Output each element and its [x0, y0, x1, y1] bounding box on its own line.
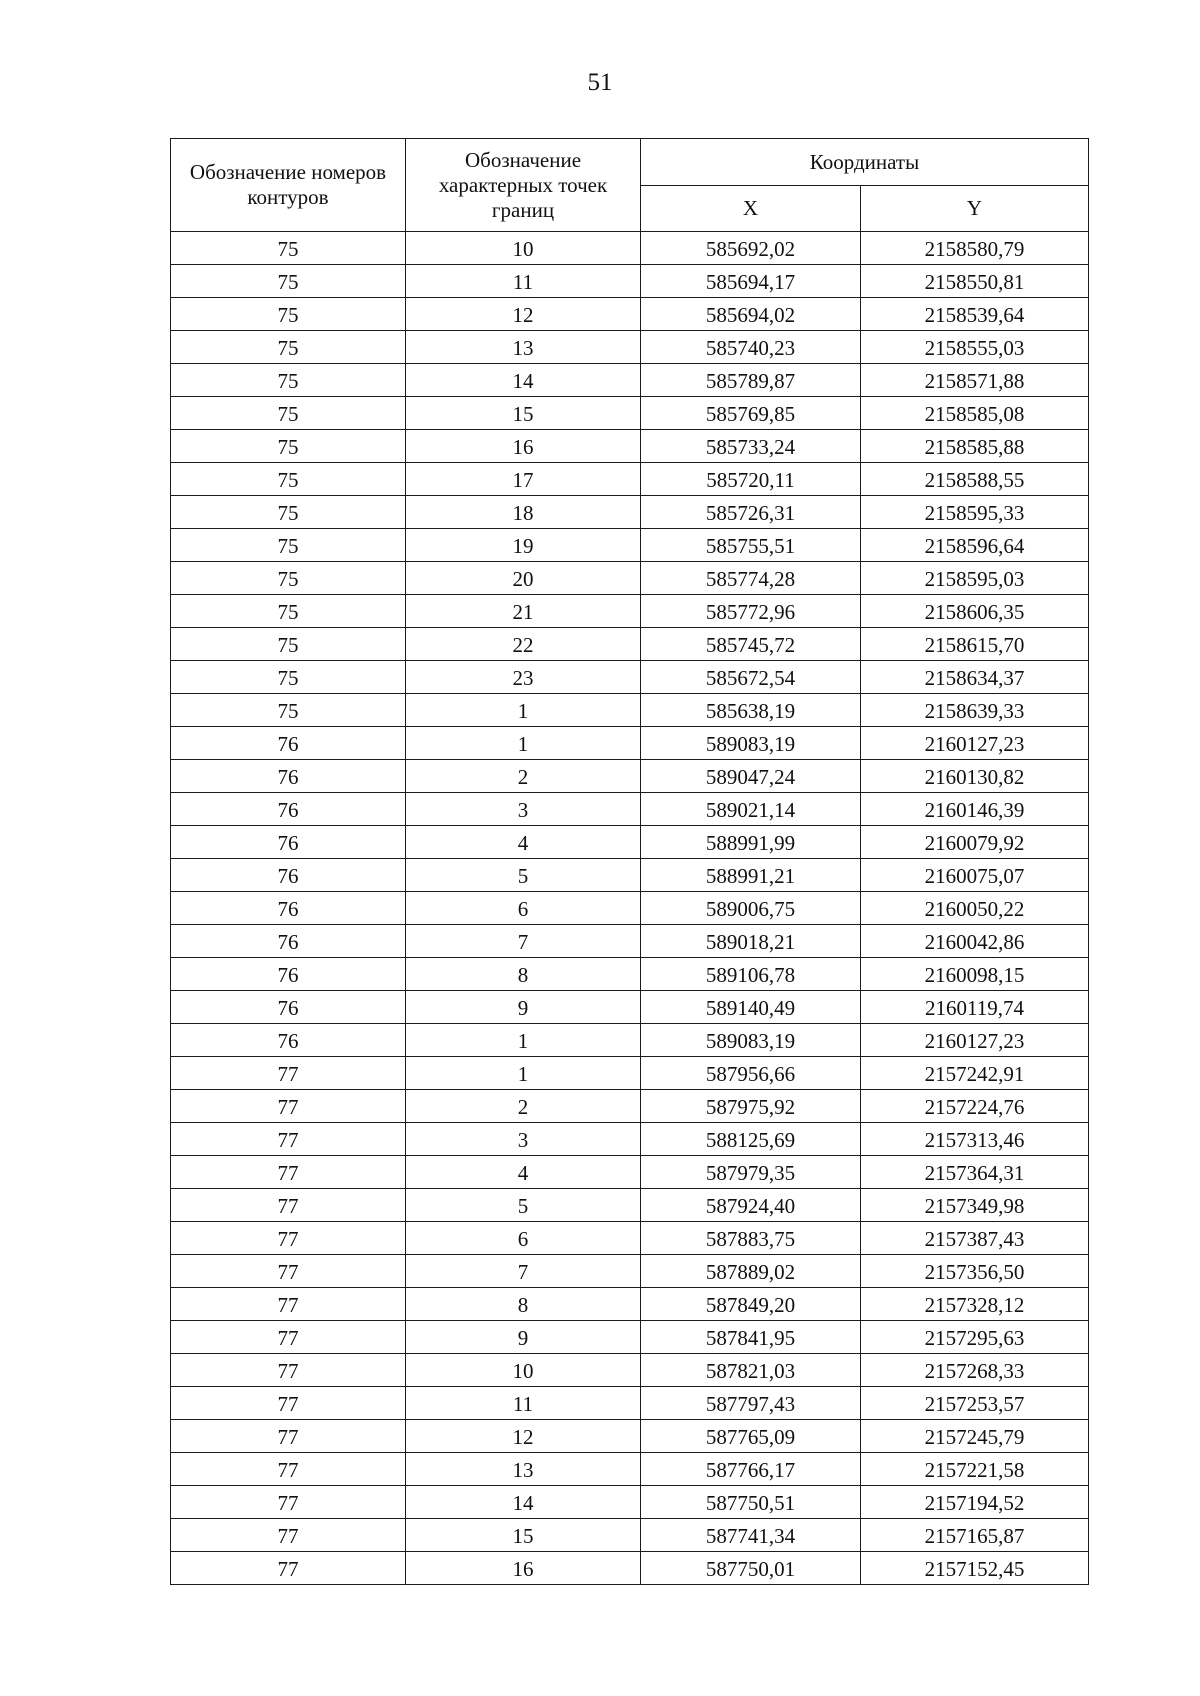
- table-row: [171, 463, 1089, 496]
- x-cell: 589018,21: [641, 925, 861, 958]
- x-cell: 585692,02: [641, 232, 861, 265]
- x-cell: 587849,20: [641, 1288, 861, 1321]
- table-row: [171, 364, 1089, 397]
- contour-cell: 76: [171, 793, 406, 826]
- x-cell: 585774,28: [641, 562, 861, 595]
- contour-cell: 77: [171, 1387, 406, 1420]
- y-cell: 2158639,33: [861, 694, 1089, 727]
- contour-cell: 77: [171, 1552, 406, 1585]
- point-cell: 6: [406, 892, 641, 925]
- table-row: [171, 1255, 1089, 1288]
- point-cell: 16: [406, 430, 641, 463]
- table-row: [171, 1024, 1089, 1057]
- point-cell: 7: [406, 1255, 641, 1288]
- point-cell: 10: [406, 232, 641, 265]
- x-cell: 587741,34: [641, 1519, 861, 1552]
- point-cell: 1: [406, 1024, 641, 1057]
- x-cell: 585755,51: [641, 529, 861, 562]
- point-cell: 9: [406, 1321, 641, 1354]
- x-cell: 585733,24: [641, 430, 861, 463]
- point-cell: 11: [406, 1387, 641, 1420]
- y-cell: 2157387,43: [861, 1222, 1089, 1255]
- table-row: [171, 1519, 1089, 1552]
- contour-cell: 76: [171, 727, 406, 760]
- contour-cell: 77: [171, 1189, 406, 1222]
- table-row: [171, 397, 1089, 430]
- point-cell: 22: [406, 628, 641, 661]
- y-cell: 2157313,46: [861, 1123, 1089, 1156]
- contour-cell: 75: [171, 529, 406, 562]
- page-number: 51: [587, 69, 613, 96]
- header-boundary-points: Обозначение характерных точек границ: [406, 139, 641, 232]
- contour-cell: 77: [171, 1420, 406, 1453]
- contour-cell: 77: [171, 1156, 406, 1189]
- x-cell: 585720,11: [641, 463, 861, 496]
- table-row: [171, 1552, 1089, 1585]
- table-row: [171, 1288, 1089, 1321]
- table-row: [171, 1090, 1089, 1123]
- y-cell: 2158615,70: [861, 628, 1089, 661]
- table-row: [171, 1486, 1089, 1519]
- point-cell: 18: [406, 496, 641, 529]
- x-cell: 585745,72: [641, 628, 861, 661]
- point-cell: 7: [406, 925, 641, 958]
- x-cell: 587889,02: [641, 1255, 861, 1288]
- x-cell: 587766,17: [641, 1453, 861, 1486]
- contour-cell: 77: [171, 1123, 406, 1156]
- table-row: [171, 265, 1089, 298]
- table-row: [171, 1057, 1089, 1090]
- table-row: [171, 562, 1089, 595]
- y-cell: 2158588,55: [861, 463, 1089, 496]
- table-row: [171, 1420, 1089, 1453]
- point-cell: 8: [406, 958, 641, 991]
- x-cell: 585694,17: [641, 265, 861, 298]
- contour-cell: 75: [171, 463, 406, 496]
- contour-cell: 75: [171, 661, 406, 694]
- contour-cell: 76: [171, 892, 406, 925]
- contour-cell: 75: [171, 265, 406, 298]
- table-row: [171, 1123, 1089, 1156]
- x-cell: 587821,03: [641, 1354, 861, 1387]
- point-cell: 16: [406, 1552, 641, 1585]
- y-cell: 2160050,22: [861, 892, 1089, 925]
- table-row: [171, 1387, 1089, 1420]
- y-cell: 2160079,92: [861, 826, 1089, 859]
- table-row: [171, 1354, 1089, 1387]
- x-cell: 587956,66: [641, 1057, 861, 1090]
- contour-cell: 77: [171, 1057, 406, 1090]
- point-cell: 14: [406, 1486, 641, 1519]
- contour-cell: 75: [171, 628, 406, 661]
- point-cell: 12: [406, 1420, 641, 1453]
- y-cell: 2160127,23: [861, 727, 1089, 760]
- x-cell: 589106,78: [641, 958, 861, 991]
- point-cell: 10: [406, 1354, 641, 1387]
- point-cell: 5: [406, 1189, 641, 1222]
- table-row: [171, 694, 1089, 727]
- table-row: [171, 826, 1089, 859]
- x-cell: 589083,19: [641, 727, 861, 760]
- contour-cell: 75: [171, 496, 406, 529]
- y-cell: 2158606,35: [861, 595, 1089, 628]
- contour-cell: 77: [171, 1255, 406, 1288]
- contour-cell: 77: [171, 1090, 406, 1123]
- y-cell: 2157295,63: [861, 1321, 1089, 1354]
- contour-cell: 77: [171, 1288, 406, 1321]
- table-row: [171, 331, 1089, 364]
- contour-cell: 77: [171, 1519, 406, 1552]
- table-row: [171, 727, 1089, 760]
- header-contour-number: Обозначение номеров контуров: [171, 139, 406, 232]
- point-cell: 3: [406, 793, 641, 826]
- y-cell: 2157221,58: [861, 1453, 1089, 1486]
- table-header: [171, 139, 1089, 232]
- x-cell: 589006,75: [641, 892, 861, 925]
- table-row: [171, 298, 1089, 331]
- contour-cell: 77: [171, 1321, 406, 1354]
- point-cell: 9: [406, 991, 641, 1024]
- point-cell: 17: [406, 463, 641, 496]
- x-cell: 589140,49: [641, 991, 861, 1024]
- table-row: [171, 859, 1089, 892]
- y-cell: 2158555,03: [861, 331, 1089, 364]
- contour-cell: 77: [171, 1222, 406, 1255]
- x-cell: 585672,54: [641, 661, 861, 694]
- point-cell: 2: [406, 760, 641, 793]
- point-cell: 6: [406, 1222, 641, 1255]
- contour-cell: 75: [171, 397, 406, 430]
- contour-cell: 76: [171, 958, 406, 991]
- x-cell: 585638,19: [641, 694, 861, 727]
- y-cell: 2158539,64: [861, 298, 1089, 331]
- table-row: [171, 430, 1089, 463]
- point-cell: 1: [406, 694, 641, 727]
- x-cell: 587750,51: [641, 1486, 861, 1519]
- table-row: [171, 925, 1089, 958]
- x-cell: 585694,02: [641, 298, 861, 331]
- table-row: [171, 1189, 1089, 1222]
- point-cell: 1: [406, 1057, 641, 1090]
- contour-cell: 75: [171, 298, 406, 331]
- contour-cell: 76: [171, 1024, 406, 1057]
- point-cell: 3: [406, 1123, 641, 1156]
- point-cell: 4: [406, 826, 641, 859]
- contour-cell: 76: [171, 991, 406, 1024]
- table-row: [171, 1156, 1089, 1189]
- y-cell: 2158585,88: [861, 430, 1089, 463]
- header-coordinates: Координаты: [641, 139, 1089, 186]
- point-cell: 15: [406, 397, 641, 430]
- contour-cell: 77: [171, 1486, 406, 1519]
- contour-cell: 75: [171, 562, 406, 595]
- y-cell: 2158596,64: [861, 529, 1089, 562]
- point-cell: 5: [406, 859, 641, 892]
- y-cell: 2158595,03: [861, 562, 1089, 595]
- table-row: [171, 1222, 1089, 1255]
- contour-cell: 75: [171, 331, 406, 364]
- contour-cell: 75: [171, 595, 406, 628]
- contour-cell: 75: [171, 364, 406, 397]
- y-cell: 2160130,82: [861, 760, 1089, 793]
- y-cell: 2158595,33: [861, 496, 1089, 529]
- table-row: [171, 958, 1089, 991]
- point-cell: 19: [406, 529, 641, 562]
- point-cell: 4: [406, 1156, 641, 1189]
- point-cell: 15: [406, 1519, 641, 1552]
- y-cell: 2160127,23: [861, 1024, 1089, 1057]
- y-cell: 2158634,37: [861, 661, 1089, 694]
- x-cell: 587979,35: [641, 1156, 861, 1189]
- table-row: [171, 793, 1089, 826]
- point-cell: 13: [406, 1453, 641, 1486]
- y-cell: 2160075,07: [861, 859, 1089, 892]
- table-row: [171, 628, 1089, 661]
- y-cell: 2160098,15: [861, 958, 1089, 991]
- x-cell: 585769,85: [641, 397, 861, 430]
- point-cell: 14: [406, 364, 641, 397]
- x-cell: 587797,43: [641, 1387, 861, 1420]
- y-cell: 2158580,79: [861, 232, 1089, 265]
- x-cell: 587883,75: [641, 1222, 861, 1255]
- y-cell: 2158571,88: [861, 364, 1089, 397]
- table-row: [171, 595, 1089, 628]
- contour-cell: 77: [171, 1453, 406, 1486]
- contour-cell: 75: [171, 694, 406, 727]
- y-cell: 2160119,74: [861, 991, 1089, 1024]
- y-cell: 2157268,33: [861, 1354, 1089, 1387]
- table-row: [171, 1321, 1089, 1354]
- point-cell: 1: [406, 727, 641, 760]
- table-row: [171, 1453, 1089, 1486]
- point-cell: 12: [406, 298, 641, 331]
- point-cell: 21: [406, 595, 641, 628]
- point-cell: 11: [406, 265, 641, 298]
- contour-cell: 76: [171, 760, 406, 793]
- table-row: [171, 892, 1089, 925]
- contour-cell: 77: [171, 1354, 406, 1387]
- x-cell: 588991,21: [641, 859, 861, 892]
- y-cell: 2157224,76: [861, 1090, 1089, 1123]
- y-cell: 2157152,45: [861, 1552, 1089, 1585]
- x-cell: 585740,23: [641, 331, 861, 364]
- table-row: [171, 232, 1089, 265]
- contour-cell: 75: [171, 430, 406, 463]
- point-cell: 2: [406, 1090, 641, 1123]
- contour-cell: 76: [171, 859, 406, 892]
- y-cell: 2157253,57: [861, 1387, 1089, 1420]
- x-cell: 585726,31: [641, 496, 861, 529]
- y-cell: 2157242,91: [861, 1057, 1089, 1090]
- header-x: X: [641, 186, 861, 232]
- x-cell: 589021,14: [641, 793, 861, 826]
- point-cell: 23: [406, 661, 641, 694]
- contour-cell: 76: [171, 925, 406, 958]
- y-cell: 2158550,81: [861, 265, 1089, 298]
- x-cell: 589047,24: [641, 760, 861, 793]
- table-row: [171, 991, 1089, 1024]
- x-cell: 585772,96: [641, 595, 861, 628]
- table-body: [171, 232, 1089, 1585]
- y-cell: 2157328,12: [861, 1288, 1089, 1321]
- y-cell: 2158585,08: [861, 397, 1089, 430]
- y-cell: 2157165,87: [861, 1519, 1089, 1552]
- y-cell: 2157245,79: [861, 1420, 1089, 1453]
- x-cell: 587975,92: [641, 1090, 861, 1123]
- x-cell: 588125,69: [641, 1123, 861, 1156]
- y-cell: 2157349,98: [861, 1189, 1089, 1222]
- x-cell: 587765,09: [641, 1420, 861, 1453]
- header-y: Y: [861, 186, 1089, 232]
- table-row: [171, 760, 1089, 793]
- coordinates-table: [170, 138, 1089, 1585]
- point-cell: 20: [406, 562, 641, 595]
- y-cell: 2157194,52: [861, 1486, 1089, 1519]
- y-cell: 2157356,50: [861, 1255, 1089, 1288]
- point-cell: 13: [406, 331, 641, 364]
- x-cell: 589083,19: [641, 1024, 861, 1057]
- x-cell: 587750,01: [641, 1552, 861, 1585]
- y-cell: 2160042,86: [861, 925, 1089, 958]
- x-cell: 587924,40: [641, 1189, 861, 1222]
- contour-cell: 76: [171, 826, 406, 859]
- x-cell: 588991,99: [641, 826, 861, 859]
- y-cell: 2157364,31: [861, 1156, 1089, 1189]
- table-row: [171, 661, 1089, 694]
- point-cell: 8: [406, 1288, 641, 1321]
- x-cell: 585789,87: [641, 364, 861, 397]
- y-cell: 2160146,39: [861, 793, 1089, 826]
- contour-cell: 75: [171, 232, 406, 265]
- table-row: [171, 529, 1089, 562]
- x-cell: 587841,95: [641, 1321, 861, 1354]
- table-row: [171, 496, 1089, 529]
